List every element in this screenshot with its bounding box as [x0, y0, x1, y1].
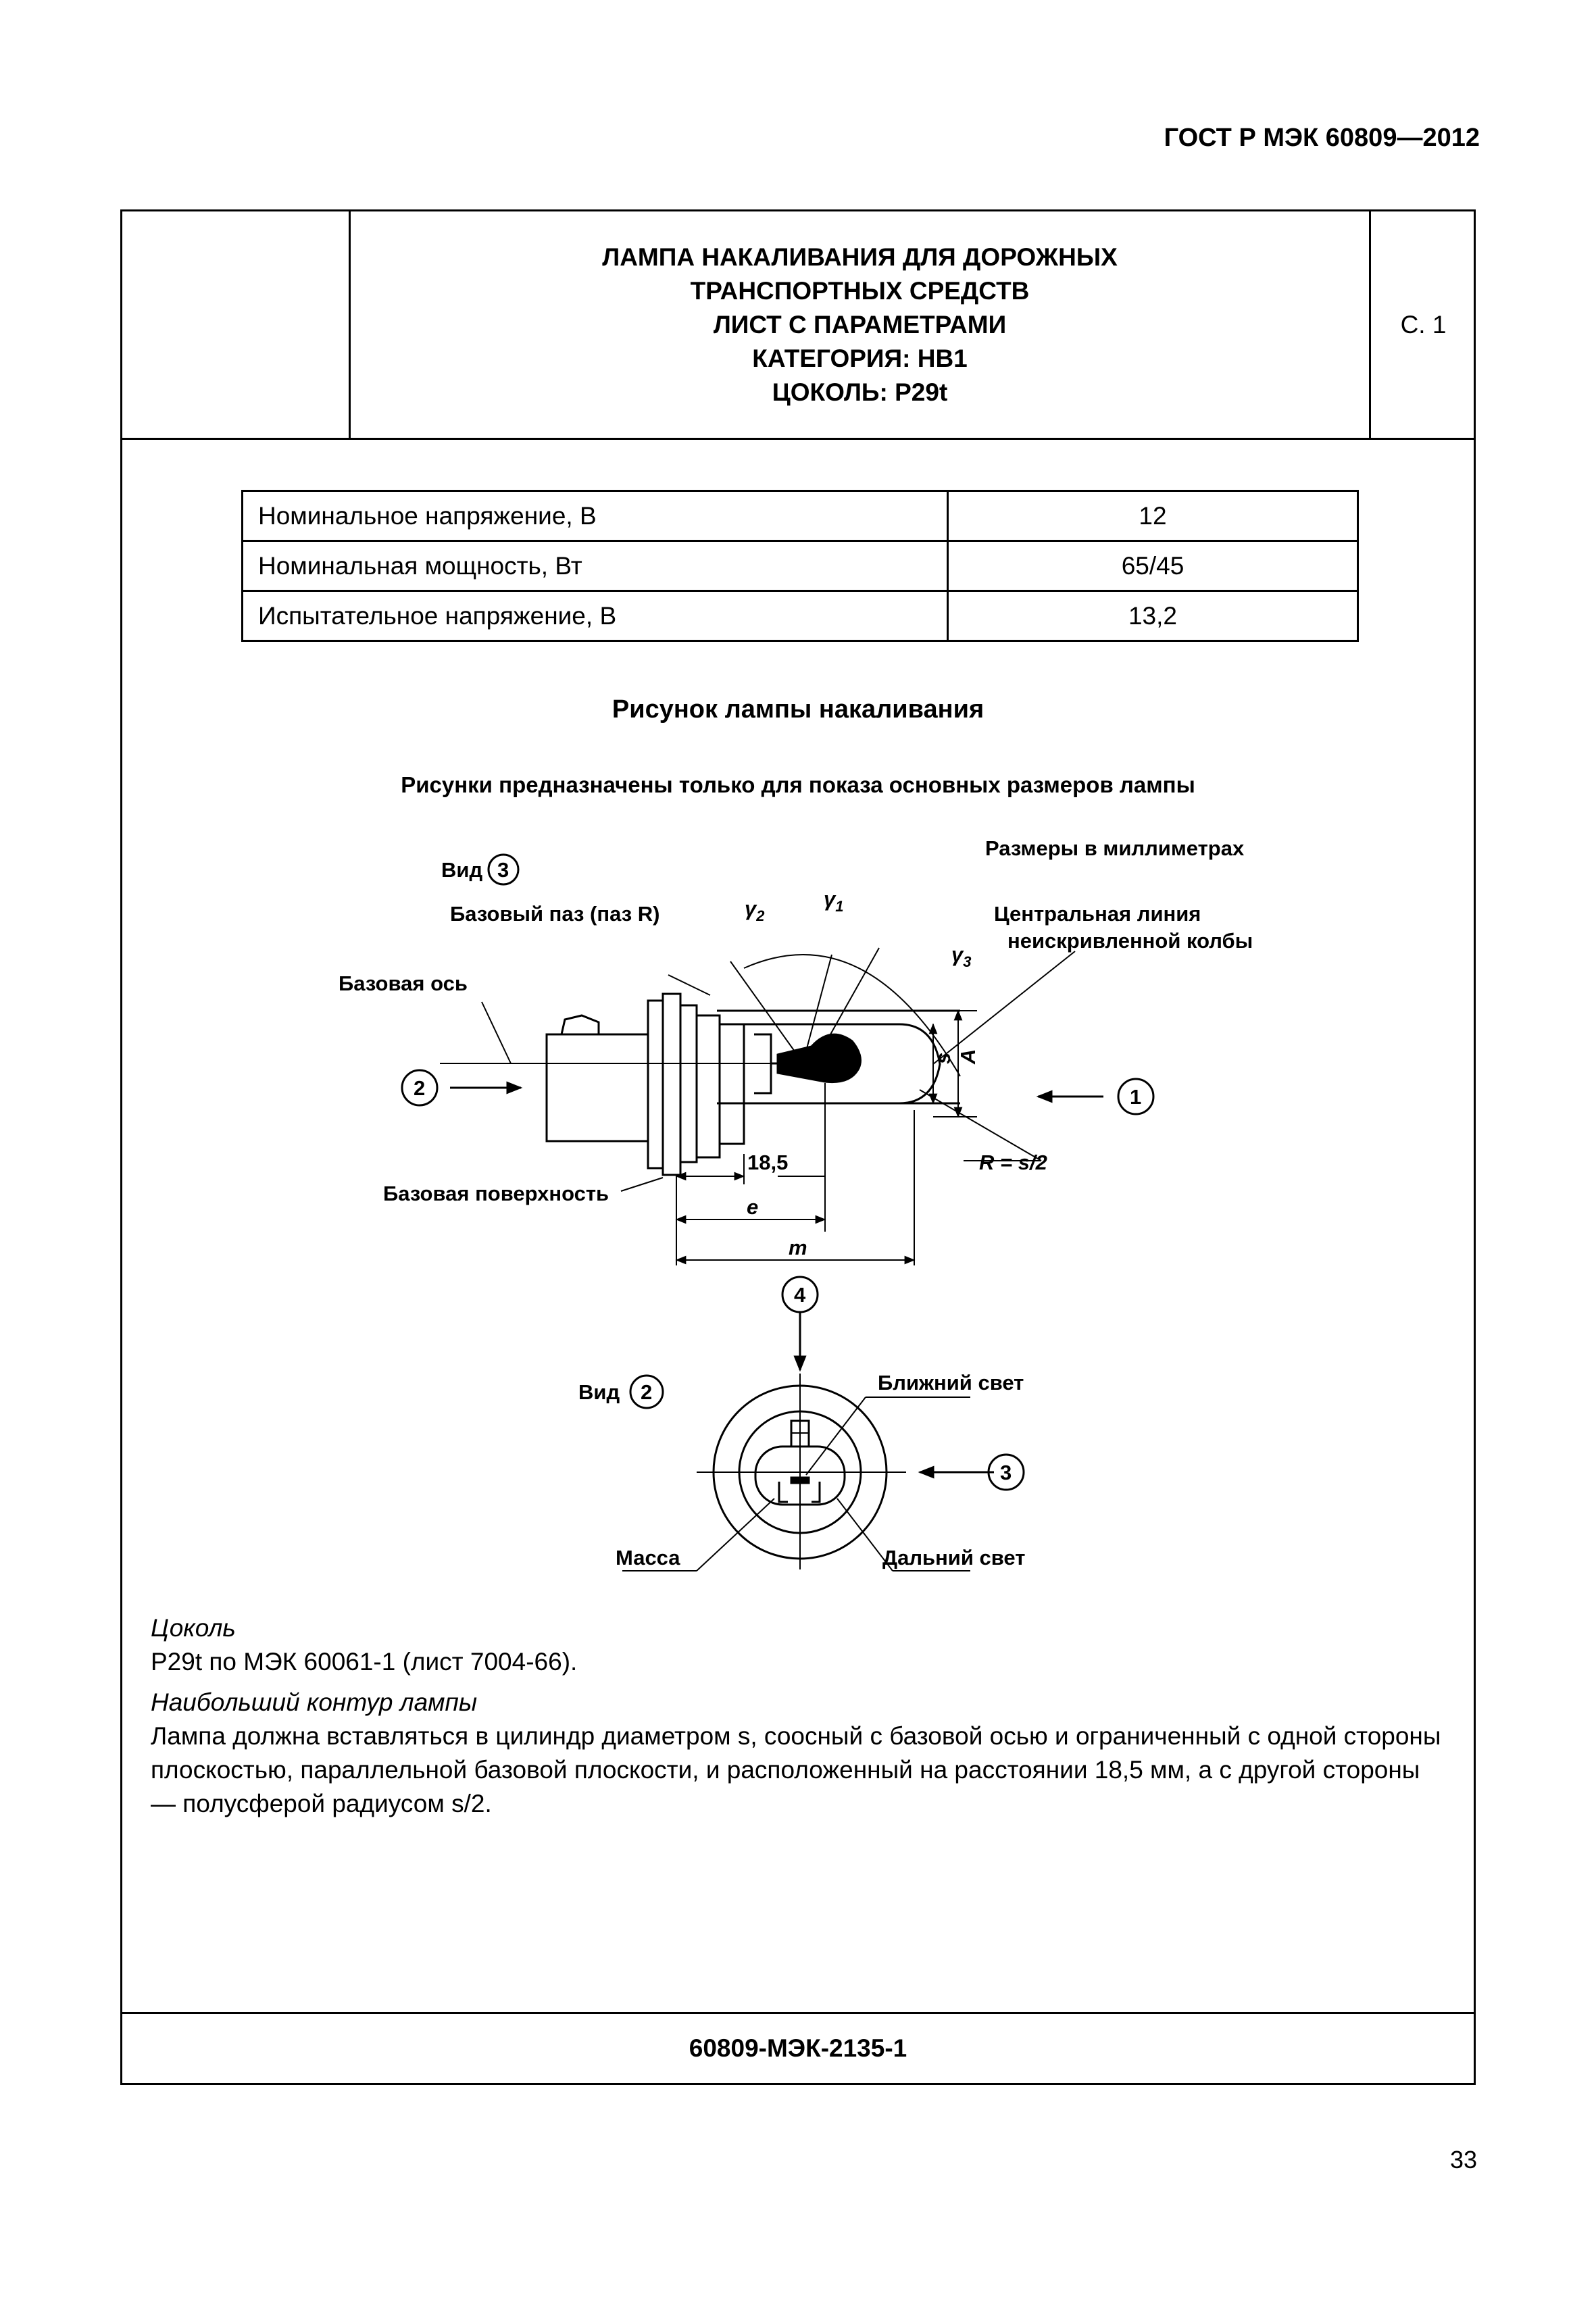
center-line-label: Центральная линия	[994, 902, 1201, 926]
param-label: Номинальная мощность, Вт	[243, 541, 948, 591]
page-number: 33	[1449, 2146, 1477, 2173]
contour-title: Наибольший контур лампы	[151, 1688, 478, 1716]
view3-label: Вид	[441, 858, 483, 882]
circled-number: 3	[497, 858, 509, 882]
title-line: КАТЕГОРИЯ: HB1	[752, 344, 968, 372]
view2-label: Вид	[578, 1380, 620, 1404]
figure-title: Рисунок лампы накаливания	[612, 695, 984, 724]
sheet-number: С. 1	[1400, 310, 1447, 338]
notes-block	[151, 1611, 1448, 1821]
title-line: ТРАНСПОРТНЫХ СРЕДСТВ	[690, 276, 1030, 305]
gamma3-label: $\gamma_3$	[951, 942, 972, 970]
title-line: ЛАМПА НАКАЛИВАНИЯ ДЛЯ ДОРОЖНЫХ	[602, 243, 1118, 271]
base-title: Цоколь	[151, 1614, 236, 1642]
base-surface-label: Базовая поверхность	[383, 1182, 609, 1205]
units-note: Размеры в миллиметрах	[985, 836, 1245, 860]
base-axis-label: Базовая ось	[339, 972, 468, 995]
param-value: 65/45	[948, 541, 1358, 591]
radius-label: R = s/2	[979, 1151, 1047, 1174]
circled-number: 2	[414, 1076, 426, 1100]
title-line: ЛИСТ С ПАРАМЕТРАМИ	[713, 310, 1007, 338]
circled-number: 4	[794, 1283, 806, 1307]
base-slot-label: Базовый паз (паз R)	[450, 902, 660, 926]
high-beam-label: Дальний свет	[882, 1546, 1026, 1569]
param-value: 12	[948, 491, 1358, 541]
gamma2-label: $\gamma_2$	[745, 897, 765, 924]
param-label: Номинальное напряжение, В	[243, 491, 948, 541]
circled-number: 1	[1130, 1085, 1142, 1109]
base-text: P29t по МЭК 60061-1 (лист 7004-66).	[151, 1648, 578, 1676]
center-line-label: неискривленной колбы	[1007, 929, 1253, 953]
dim-m-label: m	[789, 1236, 807, 1259]
dim-s-label: s	[931, 1052, 955, 1064]
circled-number: 3	[1000, 1461, 1012, 1484]
dim-185-label: 18,5	[747, 1151, 789, 1174]
gamma1-label: $\gamma_1$	[824, 887, 844, 915]
standard-designation: ГОСТ Р МЭК 60809—2012	[1164, 124, 1480, 152]
title-line: ЦОКОЛЬ: P29t	[772, 378, 948, 406]
param-value: 13,2	[948, 591, 1358, 641]
param-label: Испытательное напряжение, В	[243, 591, 948, 641]
sheet-code: 60809-МЭК-2135-1	[122, 2012, 1474, 2083]
dim-a-label: A	[956, 1049, 980, 1064]
mass-label: Масса	[616, 1546, 680, 1569]
lamp-drawing	[122, 211, 1474, 1596]
contour-text: Лампа должна вставляться в цилиндр диаметром s, соосный с базовой осью и ограниченный с одной стороны плоскостью, параллельной базовой плоскости, и расположенный на расстоянии 18,5 мм, а с другой стороны — полусферой радиусом s/2.	[151, 1722, 1441, 1817]
circled-number: 2	[641, 1380, 653, 1404]
figure-note: Рисунки предназначены только для показа основных размеров лампы	[401, 772, 1195, 797]
low-beam-label: Ближний свет	[878, 1371, 1024, 1394]
sheet-frame	[120, 209, 1476, 2085]
dim-e-label: e	[747, 1195, 759, 1219]
